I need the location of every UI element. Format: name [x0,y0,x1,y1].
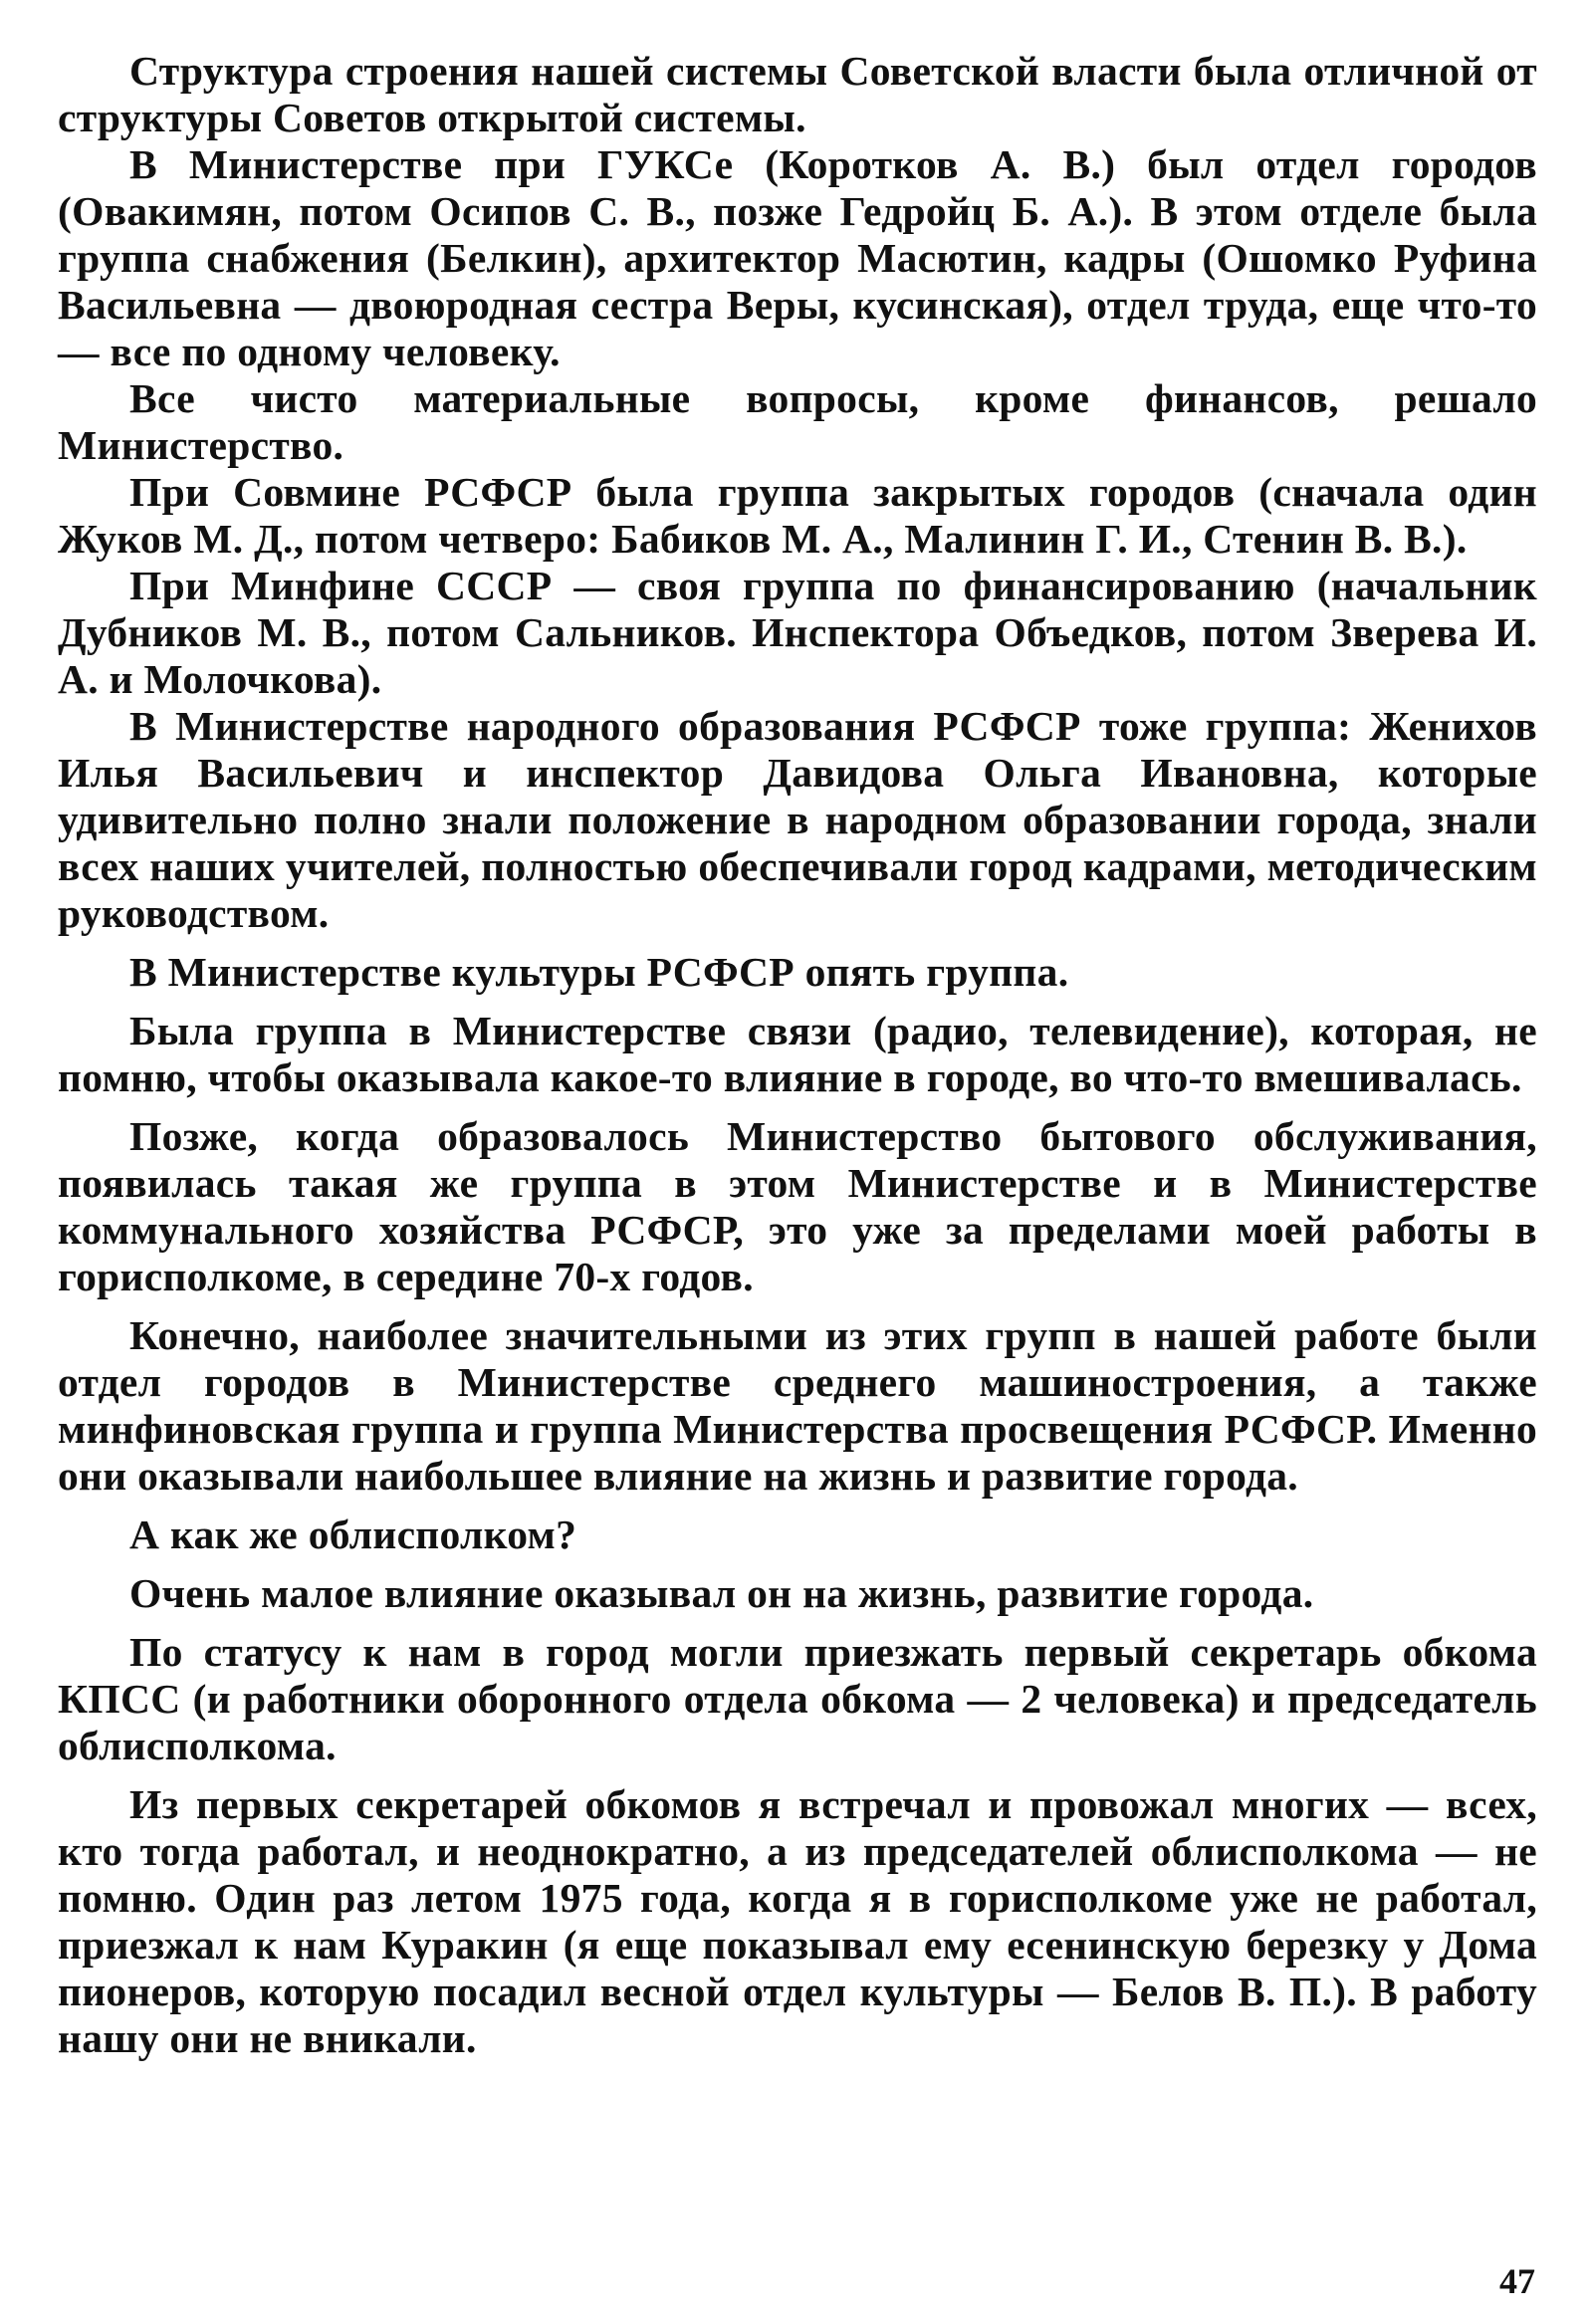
paragraph-5: При Минфине СССР — своя группа по финансированию (начальник Дубников М. В., потом Сальников. Инспектора Объедков, потом Зверева И. А. и Молочкова). [58,563,1537,702]
paragraph-13: По статусу к нам в город могли приезжать первый секретарь обкома КПСС (и работники оборонного отдела обкома — 2 человека) и председатель облисполкома. [58,1629,1537,1768]
paragraph-4: При Совмине РСФСР была группа закрытых городов (сначала один Жуков М. Д., потом четверо: Бабиков М. А., Малинин Г. И., Стенин В. В.). [58,469,1537,562]
paragraph-2: В Министерстве при ГУКСе (Коротков А. В.) был отдел городов (Овакимян, потом Осипов С. В., позже Гедройц Б. А.). В этом отделе была группа снабжения (Белкин), архитектор Масютин, кадры (Ошомко Руфина Васильевна — двоюродная сестра Веры, кусинская), отдел труда, еще что-то — все по одному человеку. [58,141,1537,374]
paragraph-3: Все чисто материальные вопросы, кроме финансов, решало Министерство. [58,375,1537,468]
paragraph-7: В Министерстве культуры РСФСР опять группа. [129,949,1069,995]
paragraph-10: Конечно, наиболее значительными из этих групп в нашей работе были отдел городов в Министерстве среднего машиностроения, а также минфиновская группа и группа Министерства просвещения РСФСР. Именно они оказывали наибольшее влияние на жизнь и развитие города. [58,1312,1537,1499]
paragraph-12: Очень малое влияние оказывал он на жизнь, развитие города. [129,1570,1314,1616]
paragraph-9: Позже, когда образовалось Министерство бытового обслуживания, появилась такая же группа в этом Министерстве и в Министерстве коммунального хозяйства РСФСР, это уже за пределами моей работы в горисполкоме, в середине 70-х годов. [58,1113,1537,1299]
paragraph-14: Из первых секретарей обкомов я встречал и провожал многих — всех, кто тогда работал, и неоднократно, а из председателей облисполкома — не помню. Один раз летом 1975 года, когда я в горисполкоме уже не работал, приезжал к нам Куракин (я еще показывал ему есенинскую березку у Дома пионеров, которую посадил весной отдел культуры — Белов В. П.). В работу нашу они не вникали. [58,1781,1537,2061]
paragraph-6: В Министерстве народного образования РСФСР тоже группа: Женихов Илья Васильевич и инспектор Давидова Ольга Ивановна, которые удивительно полно знали положение в народном образовании города, знали всех наших учителей, полностью обеспечивали город кадрами, методическим руководством. [58,703,1537,936]
document-page [58,48,1537,2074]
paragraph-8: Была группа в Министерстве связи (радио, телевидение), которая, не помню, чтобы оказывала какое-то влияние в городе, во что-то вмешивалась. [58,1008,1537,1100]
paragraph-11: А как же облисполком? [129,1511,577,1557]
paragraph-1: Структура строения нашей системы Советской власти была отличной от структуры Советов открытой системы. [58,48,1537,140]
page-number: 47 [1499,2261,1535,2301]
